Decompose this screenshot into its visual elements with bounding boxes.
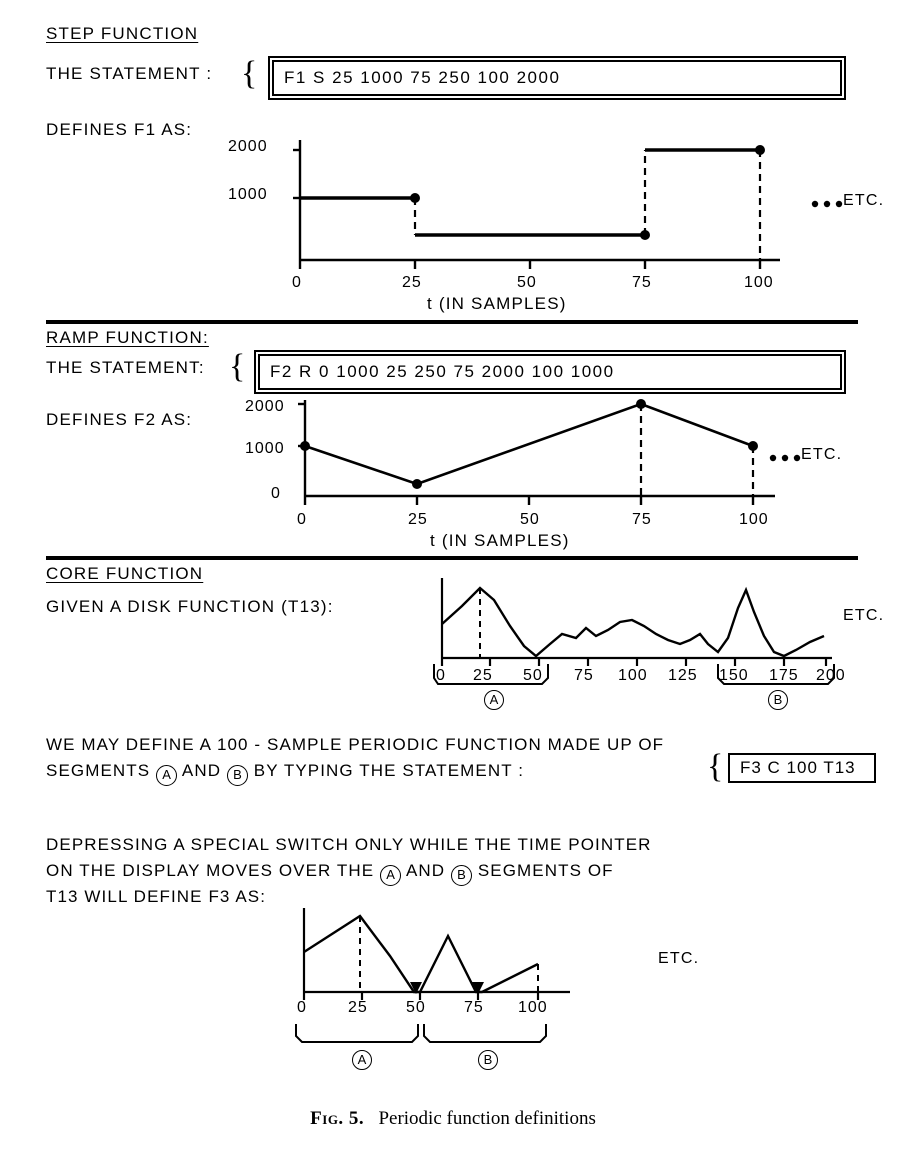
disk-xtick-50: 50 <box>523 667 543 684</box>
core-etc-label: ETC. <box>843 607 885 624</box>
disk-xtick-25: 25 <box>473 667 493 684</box>
step-xtick-100: 100 <box>744 274 774 291</box>
p1-post: BY TYPING THE STATEMENT : <box>253 761 525 780</box>
step-brace: { <box>241 55 258 92</box>
disk-segment-brackets <box>432 662 852 688</box>
f3-etc-label: ETC. <box>658 950 700 967</box>
core-paragraph2-line1: DEPRESSING A SPECIAL SWITCH ONLY WHILE THE TIME POINTER <box>46 835 652 854</box>
ramp-xtick-25: 25 <box>408 511 428 528</box>
divider-1 <box>46 320 858 324</box>
figure-number: Fig. 5. <box>310 1108 365 1129</box>
disk-segment-a-badge: A <box>484 690 504 710</box>
ramp-xtick-0: 0 <box>297 511 307 528</box>
step-xtick-25: 25 <box>402 274 422 291</box>
step-defines-label: DEFINES F1 AS: <box>46 120 193 139</box>
figure-caption <box>0 1108 906 1130</box>
disk-xtick-75: 75 <box>574 667 594 684</box>
f3-xtick-25: 25 <box>348 999 368 1016</box>
core-function-title: CORE FUNCTION <box>46 564 204 583</box>
f3-xtick-50: 50 <box>406 999 426 1016</box>
p1-segment-b-badge: B <box>227 765 248 786</box>
disk-xtick-125: 125 <box>668 667 698 684</box>
ramp-xtick-50: 50 <box>520 511 540 528</box>
ramp-axis-label: t (IN SAMPLES) <box>430 531 570 550</box>
ramp-etc-label: ETC. <box>801 446 843 463</box>
ramp-function-plot <box>295 396 795 516</box>
disk-function-plot <box>432 578 852 670</box>
disk-segment-b-badge: B <box>768 690 788 710</box>
ramp-defines-label: DEFINES F2 AS: <box>46 410 193 429</box>
f3-xtick-0: 0 <box>297 999 307 1016</box>
ramp-ytick-2000: 2000 <box>245 398 285 415</box>
disk-xtick-150: 150 <box>719 667 749 684</box>
step-xtick-0: 0 <box>292 274 302 291</box>
p1-mid: AND <box>181 761 222 780</box>
step-xtick-50: 50 <box>517 274 537 291</box>
f3-function-plot <box>290 908 620 1006</box>
f3-xtick-100: 100 <box>518 999 548 1016</box>
disk-xtick-200: 200 <box>816 667 846 684</box>
core-paragraph2-line2 <box>46 858 614 886</box>
p1-segment-a-badge: A <box>156 765 177 786</box>
ramp-brace: { <box>229 348 246 385</box>
ramp-xtick-75: 75 <box>632 511 652 528</box>
f3-segment-a-badge: A <box>352 1050 372 1070</box>
f3-segment-brackets <box>290 1022 590 1048</box>
disk-xtick-100: 100 <box>618 667 648 684</box>
step-ytick-2000: 2000 <box>228 138 268 155</box>
f3-segment-b-badge: B <box>478 1050 498 1070</box>
core-statement-box: F3 C 100 T13 <box>728 753 876 783</box>
p2-post: SEGMENTS OF <box>477 861 614 880</box>
ramp-ytick-0: 0 <box>271 485 281 502</box>
core-paragraph2-line3: T13 WILL DEFINE F3 AS: <box>46 887 267 906</box>
p2-segment-a-badge: A <box>380 865 401 886</box>
p1-pre: SEGMENTS <box>46 761 151 780</box>
step-xtick-75: 75 <box>632 274 652 291</box>
ramp-function-title: RAMP FUNCTION: <box>46 328 209 347</box>
disk-xtick-0: 0 <box>436 667 446 684</box>
divider-2 <box>46 556 858 560</box>
disk-xtick-175: 175 <box>769 667 799 684</box>
core-brace: { <box>707 748 724 785</box>
figure-caption-text: Periodic function definitions <box>378 1108 596 1129</box>
ramp-statement-box: F2 R 0 1000 25 250 75 2000 100 1000 <box>258 354 842 390</box>
core-paragraph1-line1: WE MAY DEFINE A 100 - SAMPLE PERIODIC FUNCTION MADE UP OF <box>46 735 665 754</box>
step-function-title: STEP FUNCTION <box>46 24 199 43</box>
f3-xtick-75: 75 <box>464 999 484 1016</box>
step-statement-label: THE STATEMENT : <box>46 64 213 83</box>
ramp-statement-label: THE STATEMENT: <box>46 358 205 377</box>
p2-segment-b-badge: B <box>451 865 472 886</box>
step-axis-label: t (IN SAMPLES) <box>427 294 567 313</box>
step-etc-label: ETC. <box>843 192 885 209</box>
p2-pre: ON THE DISPLAY MOVES OVER THE <box>46 861 375 880</box>
step-function-plot <box>280 130 800 280</box>
step-ytick-1000: 1000 <box>228 186 268 203</box>
ramp-xtick-100: 100 <box>739 511 769 528</box>
core-given-label: GIVEN A DISK FUNCTION (T13): <box>46 597 334 616</box>
p2-mid: AND <box>405 861 446 880</box>
step-statement-box: F1 S 25 1000 75 250 100 2000 <box>272 60 842 96</box>
core-paragraph1-line2 <box>46 758 524 786</box>
ramp-ytick-1000: 1000 <box>245 440 285 457</box>
